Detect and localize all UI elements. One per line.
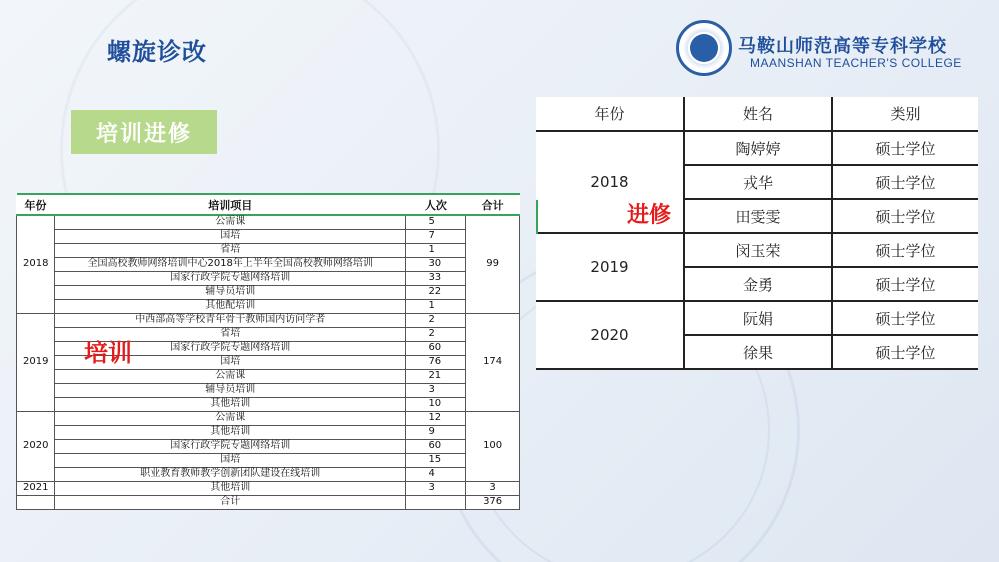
year-cell: 2018 [17,215,55,313]
count-cell: 2 [406,313,466,327]
count-cell: 1 [406,299,466,313]
training-overlay-label: 培训 [84,339,132,367]
item-cell: 国培 [54,453,405,467]
section-badge: 培训进修 [71,110,217,154]
footer-blank [406,495,466,509]
name-cell: 戎华 [684,165,832,199]
item-cell: 公需课 [54,215,405,229]
type-cell: 硕士学位 [832,131,978,165]
count-cell: 33 [406,271,466,285]
col-header-year: 年份 [17,194,55,215]
count-cell: 3 [406,481,466,495]
count-cell: 3 [406,383,466,397]
name-cell: 金勇 [684,267,832,301]
table-header-row [536,97,978,131]
table-row [536,301,978,335]
year-cell: 2019 [536,233,684,301]
type-cell: 硕士学位 [832,335,978,369]
col-header-name: 姓名 [684,97,832,131]
table-row [17,243,520,257]
table-row [17,299,520,313]
col-header-year: 年份 [536,97,684,131]
type-cell: 硕士学位 [832,199,978,233]
year-cell: 2020 [17,411,55,481]
table-row [17,411,520,425]
table-row [17,229,520,243]
col-header-type: 类别 [832,97,978,131]
count-cell: 9 [406,425,466,439]
study-table [536,97,978,370]
item-cell: 国培 [54,355,405,369]
name-cell: 阮娟 [684,301,832,335]
item-cell: 其他培训 [54,425,405,439]
year-cell: 2019 [17,313,55,411]
footer-blank [17,495,55,509]
table-row [17,453,520,467]
item-cell: 国家行政学院专题网络培训 [54,439,405,453]
count-cell: 10 [406,397,466,411]
count-cell: 21 [406,369,466,383]
count-cell: 22 [406,285,466,299]
item-cell: 辅导员培训 [54,383,405,397]
name-cell: 闵玉荣 [684,233,832,267]
item-cell: 其他培训 [54,481,405,495]
item-cell: 国家行政学院专题网络培训 [54,341,405,355]
item-cell: 职业教育教师教学创新团队建设在线培训 [54,467,405,481]
col-header-item: 培训项目 [54,194,405,215]
table-row [17,481,520,495]
count-cell: 7 [406,229,466,243]
footer-total: 376 [466,495,520,509]
count-cell: 12 [406,411,466,425]
count-cell: 76 [406,355,466,369]
count-cell: 4 [406,467,466,481]
table-row [17,383,520,397]
total-cell: 99 [466,215,520,313]
item-cell: 全国高校教师网络培训中心2018年上半年全国高校教师网络培训 [54,257,405,271]
year-cell: 2020 [536,301,684,369]
footer-label: 合计 [54,495,405,509]
college-logo [676,20,732,76]
college-name-cn: 马鞍山师范高等专科学校 [738,36,947,57]
slide-title: 螺旋诊改 [107,38,207,66]
type-cell: 硕士学位 [832,267,978,301]
item-cell: 省培 [54,243,405,257]
count-cell: 30 [406,257,466,271]
item-cell: 公需课 [54,411,405,425]
name-cell: 陶婷婷 [684,131,832,165]
total-cell: 3 [466,481,520,495]
name-cell: 徐果 [684,335,832,369]
table-row [17,313,520,327]
table-row [536,131,978,165]
item-cell: 其他培训 [54,397,405,411]
study-overlay-label: 进修 [627,203,672,228]
name-cell: 田雯雯 [684,199,832,233]
table-row [536,233,978,267]
type-cell: 硕士学位 [832,301,978,335]
college-name-en: MAANSHAN TEACHER'S COLLEGE [750,56,962,70]
table-row [17,271,520,285]
table-row [17,467,520,481]
item-cell: 公需课 [54,369,405,383]
accent-line [536,200,538,234]
type-cell: 硕士学位 [832,233,978,267]
table-header-row [17,194,520,215]
table-row [17,257,520,271]
item-cell: 国家行政学院专题网络培训 [54,271,405,285]
col-header-count: 人次 [406,194,466,215]
count-cell: 1 [406,243,466,257]
count-cell: 60 [406,341,466,355]
table-row [17,285,520,299]
table-row [17,369,520,383]
count-cell: 60 [406,439,466,453]
total-cell: 174 [466,313,520,411]
type-cell: 硕士学位 [832,165,978,199]
total-cell: 100 [466,411,520,481]
year-cell: 2021 [17,481,55,495]
table-row [17,425,520,439]
count-cell: 2 [406,327,466,341]
item-cell: 其他配培训 [54,299,405,313]
col-header-total: 合计 [466,194,520,215]
table-row [17,397,520,411]
table-row [17,439,520,453]
year-cell: 2018 [536,131,684,233]
item-cell: 省培 [54,327,405,341]
count-cell: 15 [406,453,466,467]
item-cell: 国培 [54,229,405,243]
count-cell: 5 [406,215,466,229]
table-footer-row [17,495,520,509]
item-cell: 中西部高等学校青年骨干教师国内访问学者 [54,313,405,327]
item-cell: 辅导员培训 [54,285,405,299]
table-row [17,215,520,229]
